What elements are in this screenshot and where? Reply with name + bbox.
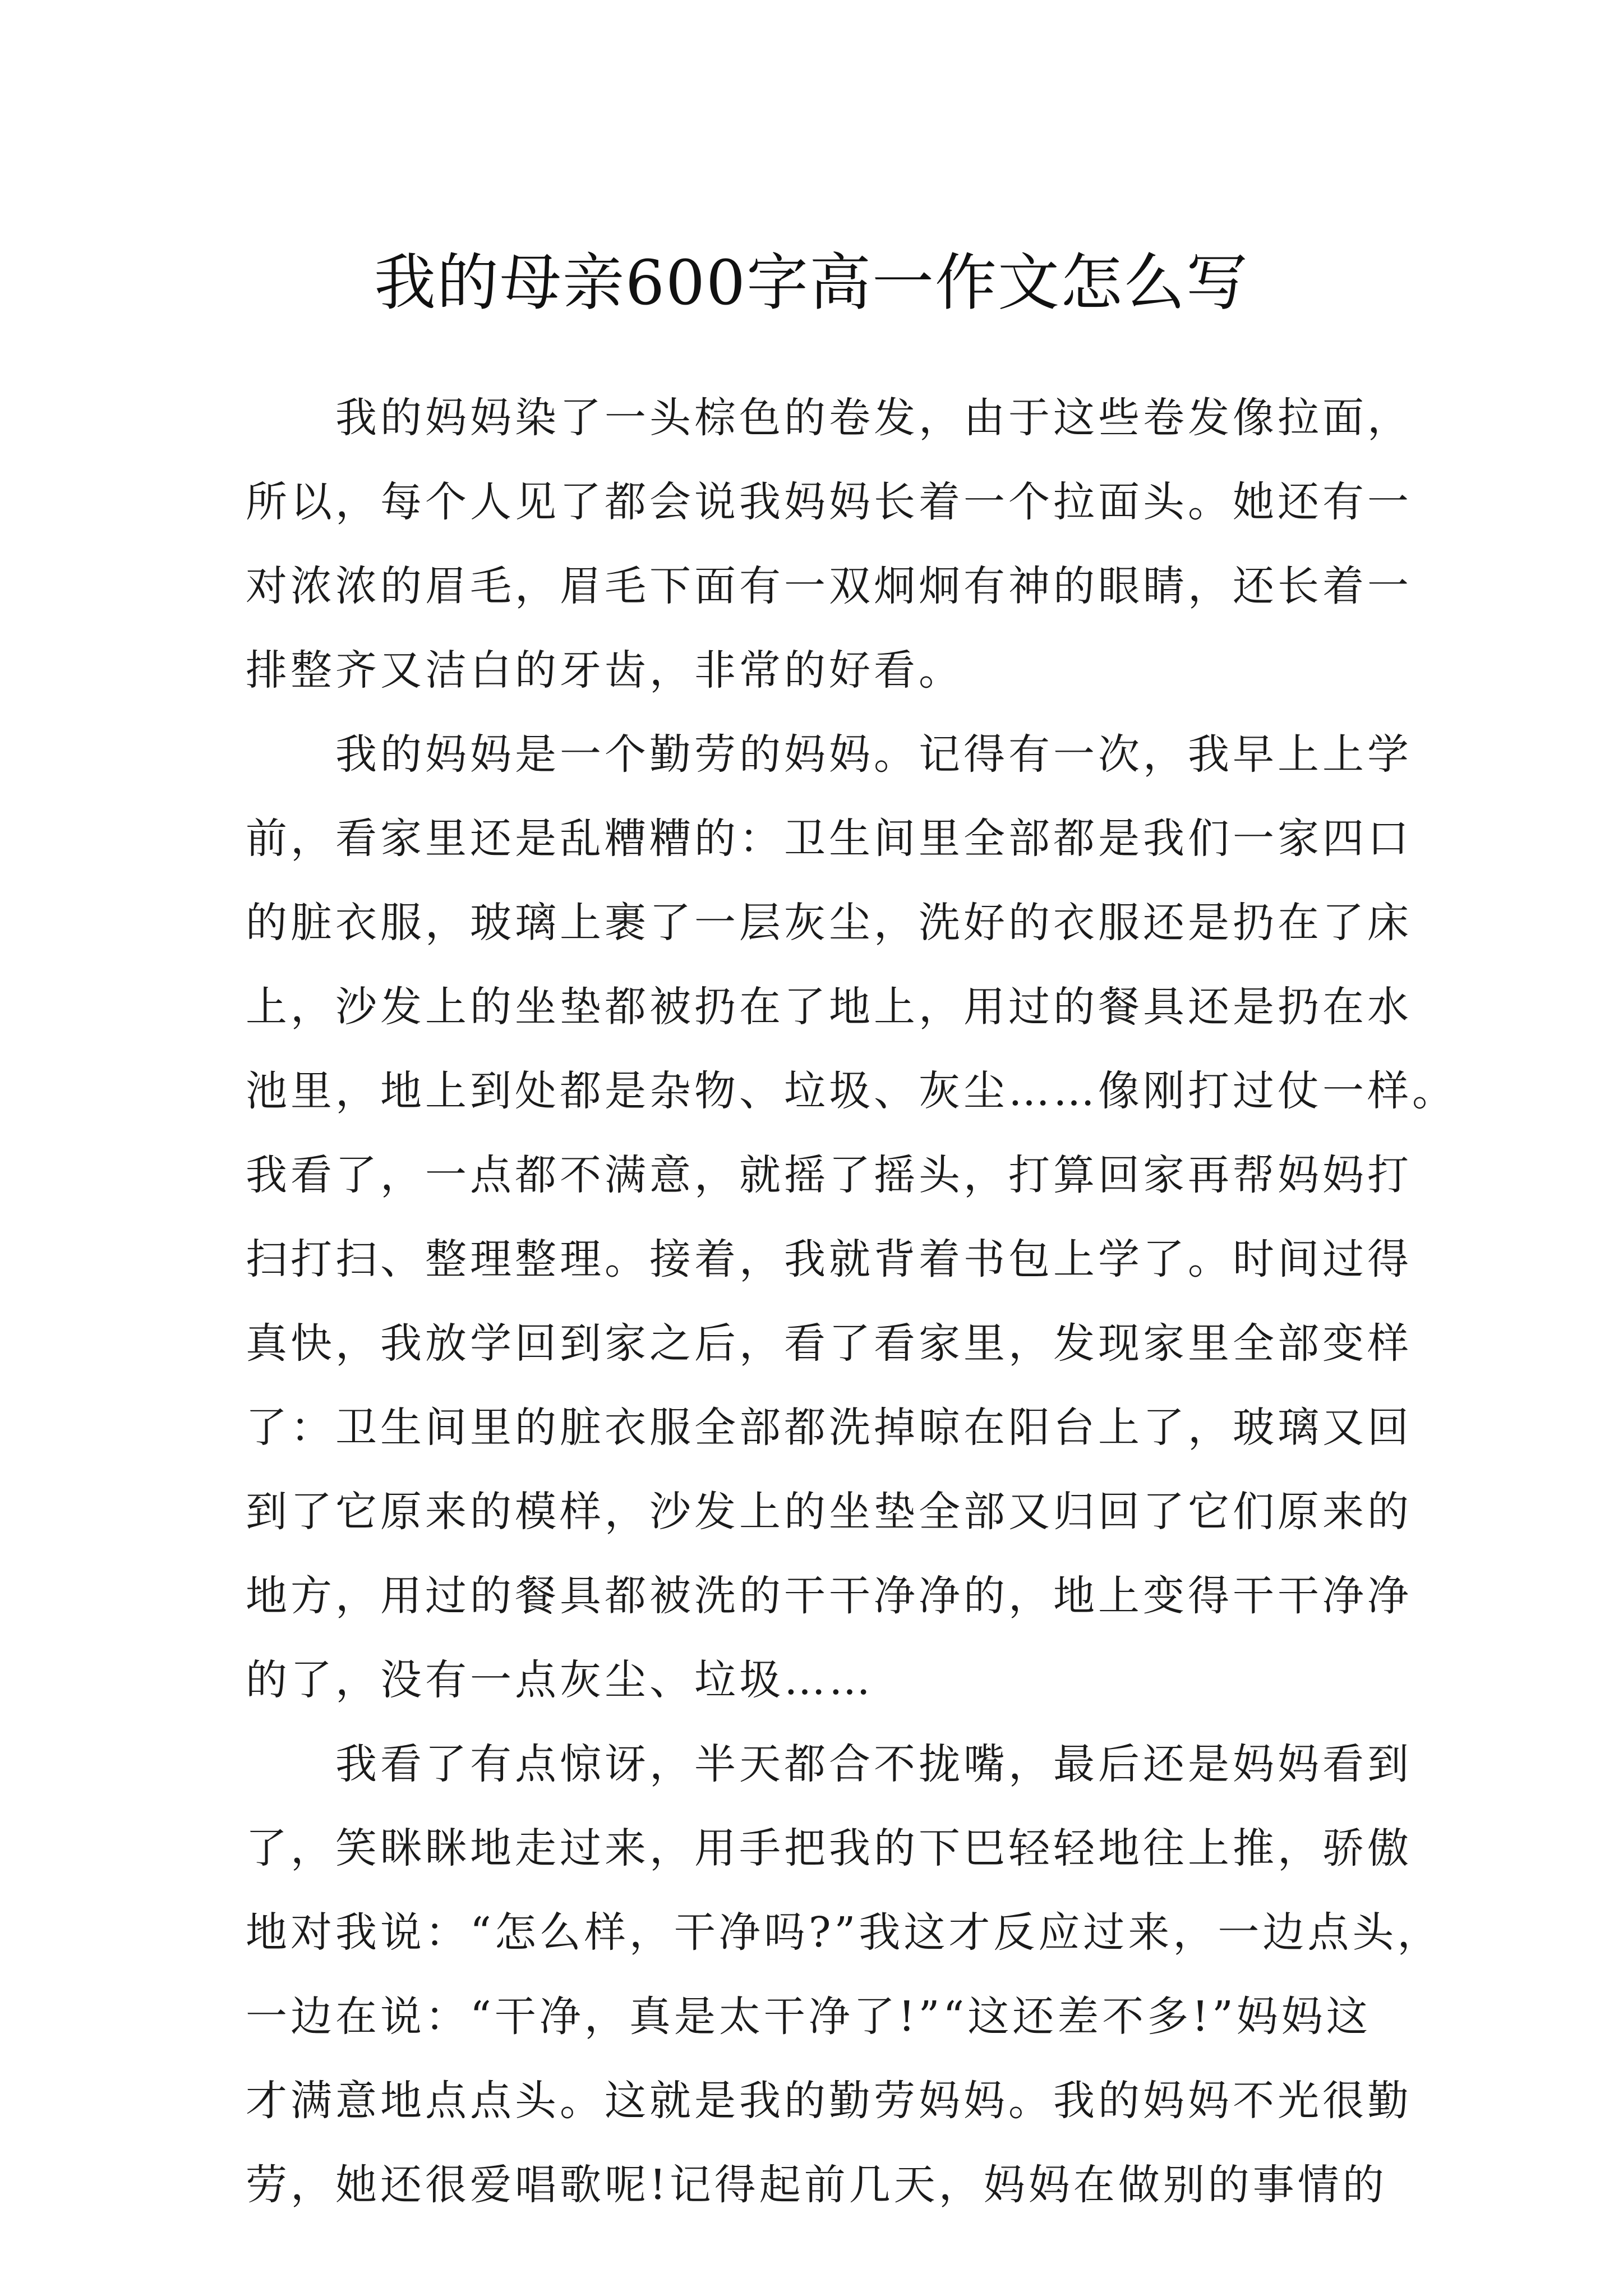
text-line: 的了，没有一点灰尘、垃圾…… — [246, 1656, 874, 1704]
text-line: 对浓浓的眉毛，眉毛下面有一双炯炯有神的眼睛，还长着一 — [246, 562, 1412, 610]
text-line: 劳，她还很爱唱歌呢!记得起前几天，妈妈在做别的事情的 — [246, 2161, 1387, 2209]
document-body — [246, 376, 1457, 2227]
text-line: 池里，地上到处都是杂物、垃圾、灰尘……像刚打过仗一样。 — [246, 1067, 1457, 1115]
text-line: 了，笑眯眯地走过来，用手把我的下巴轻轻地往上推，骄傲 — [246, 1824, 1412, 1872]
text-line: 所以，每个人见了都会说我妈妈长着一个拉面头。她还有一 — [246, 478, 1412, 526]
text-line: 我的妈妈染了一头棕色的卷发，由于这些卷发像拉面， — [335, 394, 1412, 442]
text-line: 的脏衣服，玻璃上裹了一层灰尘，洗好的衣服还是扔在了床 — [246, 899, 1412, 947]
text-line: 了：卫生间里的脏衣服全部都洗掉晾在阳台上了，玻璃又回 — [246, 1404, 1412, 1452]
text-line: 上，沙发上的坐垫都被扔在了地上，用过的餐具还是扔在水 — [246, 983, 1412, 1031]
text-line: 排整齐又洁白的牙齿，非常的好看。 — [246, 646, 963, 694]
text-line: 才满意地点点头。这就是我的勤劳妈妈。我的妈妈不光很勤 — [246, 2077, 1412, 2125]
text-line: 我看了有点惊讶，半天都合不拢嘴，最后还是妈妈看到 — [335, 1740, 1412, 1788]
text-line: 到了它原来的模样，沙发上的坐垫全部又归回了它们原来的 — [246, 1488, 1412, 1536]
text-line: 前，看家里还是乱糟糟的：卫生间里全部都是我们一家四口 — [246, 815, 1412, 863]
text-line: 地对我说：“怎么样，干净吗?”我这才反应过来，一边点头， — [246, 1908, 1442, 1957]
paragraph-1 — [246, 376, 1412, 712]
document-title: 我的母亲600字高一作文怎么写 — [374, 246, 1249, 319]
text-line: 真快，我放学回到家之后，看了看家里，发现家里全部变样 — [246, 1319, 1412, 1368]
text-line: 扫打扫、整理整理。接着，我就背着书包上学了。时间过得 — [246, 1235, 1412, 1283]
text-line: 一边在说：“干净，真是太干净了!”“这还差不多!”妈妈这 — [246, 1993, 1371, 2041]
paragraph-2 — [246, 712, 1457, 1722]
text-line: 地方，用过的餐具都被洗的干干净净的，地上变得干干净净 — [246, 1572, 1412, 1620]
text-line: 我的妈妈是一个勤劳的妈妈。记得有一次，我早上上学 — [335, 730, 1412, 779]
paragraph-3 — [246, 1722, 1442, 2227]
text-line: 我看了，一点都不满意，就摇了摇头，打算回家再帮妈妈打 — [246, 1151, 1412, 1199]
